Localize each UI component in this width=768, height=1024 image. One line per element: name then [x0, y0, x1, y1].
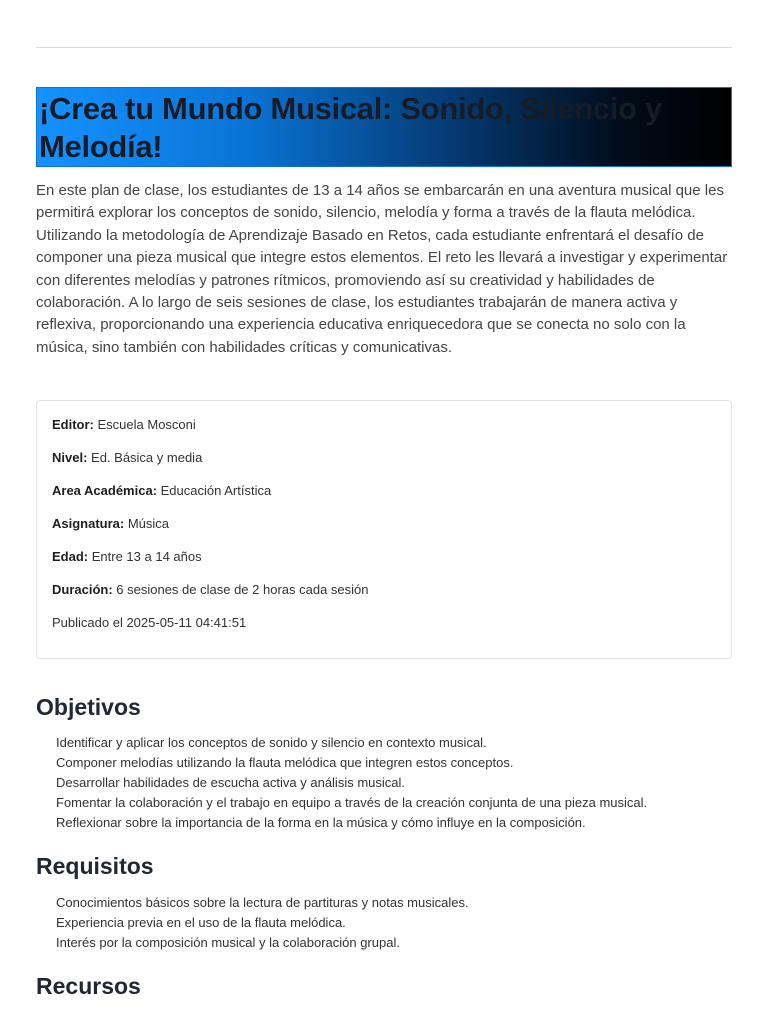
list-item: Conocimientos básicos sobre la lectura de partituras y notas musicales. [56, 895, 469, 910]
info-asignatura [52, 515, 169, 533]
info-nivel [52, 449, 202, 467]
info-duracion [52, 581, 369, 599]
info-area-value: Educación Artística [157, 483, 272, 498]
info-nivel-value: Ed. Básica y media [87, 450, 203, 465]
list-item: Componer melodías utilizando la flauta melódica que integren estos conceptos. [56, 755, 514, 770]
objetivos-heading: Objetivos [36, 694, 141, 720]
objetivos-list [56, 733, 647, 833]
info-asignatura-label: Asignatura: [52, 516, 125, 531]
info-editor [52, 416, 196, 434]
info-area [52, 482, 271, 500]
requisitos-heading: Requisitos [36, 853, 154, 879]
info-nivel-label: Nivel: [52, 450, 88, 465]
info-area-label: Area Académica: [52, 483, 158, 498]
info-asignatura-value: Música [124, 516, 170, 531]
title-banner [36, 87, 732, 167]
info-editor-value: Escuela Mosconi [93, 417, 196, 432]
list-item: Fomentar la colaboración y el trabajo en equipo a través de la creación conjunta de una pieza musical. [56, 795, 648, 810]
info-duracion-value: 6 sesiones de clase de 2 horas cada sesión [112, 582, 369, 597]
info-edad-label: Edad: [52, 549, 89, 564]
list-item: Experiencia previa en el uso de la flauta melódica. [56, 915, 346, 930]
info-card [36, 400, 732, 659]
recursos-heading: Recursos [36, 973, 141, 999]
requisitos-list [56, 893, 469, 953]
info-editor-label: Editor: [52, 417, 94, 432]
info-duracion-label: Duración: [52, 582, 113, 597]
page-title: ¡Crea tu Mundo Musical: Sonido, Silencio y Melodía! [39, 91, 662, 164]
top-divider [36, 47, 732, 48]
list-item: Desarrollar habilidades de escucha activa y análisis musical. [56, 775, 406, 790]
list-item: Interés por la composición musical y la colaboración grupal. [56, 935, 400, 950]
list-item: Reflexionar sobre la importancia de la forma en la música y cómo influye en la composición. [56, 815, 586, 830]
intro-paragraph: En este plan de clase, los estudiantes de 13 a 14 años se embarcarán en una aventura musical que les permitirá explorar los conceptos de sonido, silencio, melodía y forma a través de la flauta melódica. Utilizando la metodología de Aprendizaje Basado en Retos, cada estudiante enfrentará el desafío de componer una pieza musical que integre estos elementos. El reto les llevará a investigar y experimentar con diferentes melodías y patrones rítmicos, promoviendo así su creatividad y habilidades de colaboración. A lo largo de seis sesiones de clase, los estudiantes trabajarán de manera activa y reflexiva, proporcionando una experiencia educativa enriquecedora que se conecta no solo con la música, sino también con habilidades críticas y comunicativas. [36, 182, 728, 356]
list-item: Identificar y aplicar los conceptos de sonido y silencio en contexto musical. [56, 735, 487, 750]
info-edad-value: Entre 13 a 14 años [88, 549, 202, 564]
published-date: Publicado el 2025-05-11 04:41:51 [52, 615, 247, 630]
info-edad [52, 548, 202, 566]
